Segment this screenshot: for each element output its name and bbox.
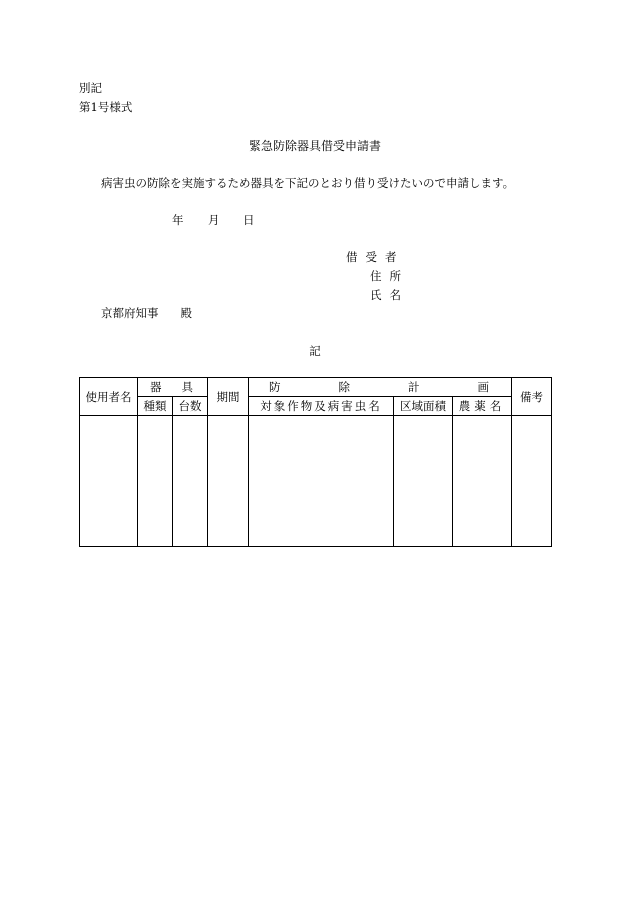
- reference-label: 別記: [79, 81, 102, 95]
- date-year-label: 年: [172, 213, 184, 227]
- header-remarks: 備考: [512, 378, 552, 416]
- date-day-label: 日: [243, 213, 255, 227]
- header-user-name: 使用者名: [80, 378, 138, 416]
- header-equipment-char: 具: [181, 380, 193, 394]
- cell-user-name[interactable]: [80, 416, 138, 547]
- header-pesticide-name: 農薬名: [453, 397, 512, 416]
- header-target-crop-pest: 対象作物及病害虫名: [249, 397, 394, 416]
- header-area: 区域面積: [394, 397, 453, 416]
- header-plan-char: 計: [408, 380, 420, 394]
- name-label: 氏名: [370, 288, 409, 302]
- address-label: 住所: [370, 269, 409, 283]
- borrower-label: 借受者: [346, 250, 405, 264]
- header-equipment-type: 種類: [138, 397, 173, 416]
- cell-equipment-count[interactable]: [173, 416, 208, 547]
- cell-target-crop-pest[interactable]: [249, 416, 394, 547]
- addressee-name: 京都府知事: [101, 306, 159, 320]
- header-equipment-count: 台数: [173, 397, 208, 416]
- cell-area[interactable]: [394, 416, 453, 547]
- header-plan-char: 除: [338, 380, 350, 394]
- cell-equipment-type[interactable]: [138, 416, 173, 547]
- cell-remarks[interactable]: [512, 416, 552, 547]
- equipment-plan-table: [79, 377, 552, 547]
- form-number: 第1号様式: [79, 100, 133, 114]
- addressee: [101, 305, 192, 321]
- cell-period[interactable]: [208, 416, 249, 547]
- header-equipment: [138, 378, 208, 397]
- cell-pesticide-name[interactable]: [453, 416, 512, 547]
- addressee-honorific: 殿: [180, 306, 192, 320]
- ki-heading: 記: [309, 344, 321, 358]
- application-statement: 病害虫の防除を実施するため器具を下記のとおり借り受けたいので申請します。: [101, 176, 515, 190]
- header-control-plan: [249, 378, 512, 397]
- header-equipment-char: 器: [150, 380, 162, 394]
- header-plan-char: 防: [269, 380, 281, 394]
- header-period: 期間: [208, 378, 249, 416]
- document-title: 緊急防除器具借受申請書: [248, 139, 381, 153]
- header-plan-char: 画: [477, 380, 489, 394]
- date-month-label: 月: [208, 213, 220, 227]
